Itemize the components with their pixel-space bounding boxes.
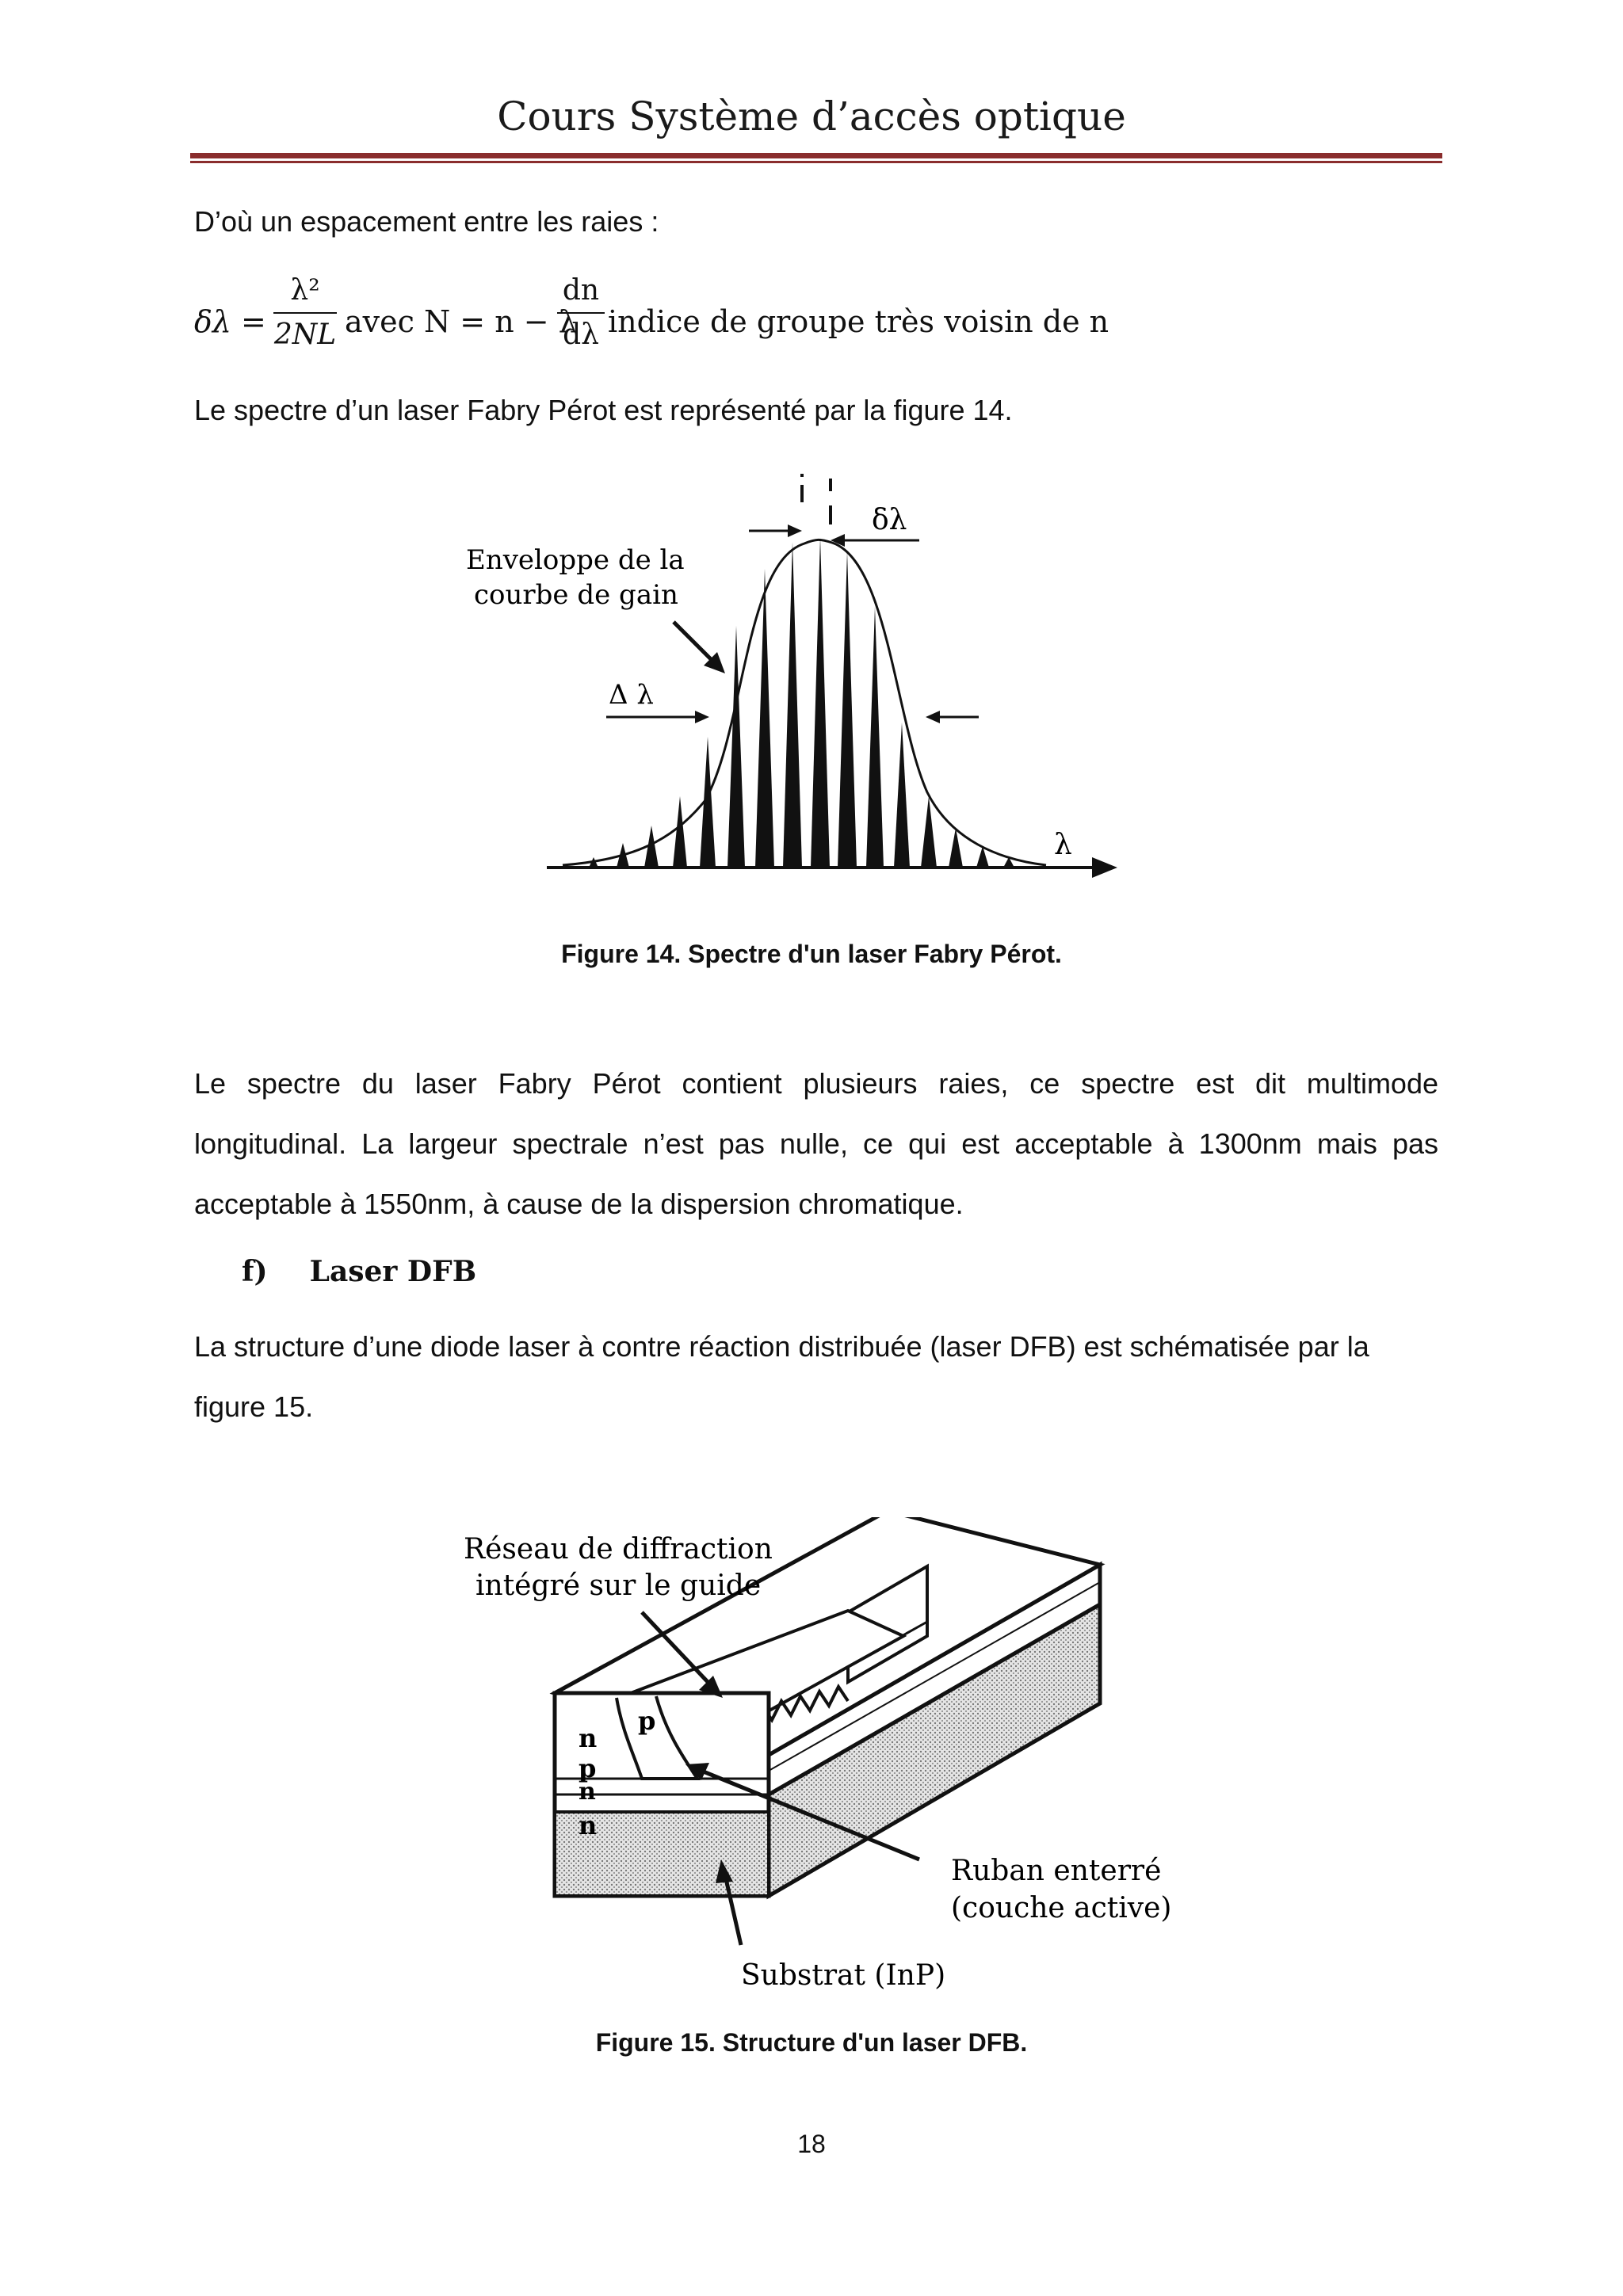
figure-15-dfb-structure xyxy=(444,1517,1189,2008)
mode-line xyxy=(727,626,745,868)
label-substrate: Substrat (InP) xyxy=(741,1959,946,1992)
equation-frac2-numerator: dn xyxy=(562,274,600,307)
section-number: f) xyxy=(242,1255,268,1288)
equation-frac2-denominator: dλ xyxy=(563,318,599,351)
paragraph-line: longitudinal. La largeur spectrale n’est pas nulle, ce qui est acceptable à 1300nm mais pas xyxy=(194,1127,1438,1160)
equation-frac1-bar xyxy=(273,312,337,314)
figure-14-caption: Figure 14. Spectre d'un laser Fabry Pérot. xyxy=(561,940,1062,968)
mode-line xyxy=(894,723,910,868)
equation-fraction-1 xyxy=(273,271,337,355)
arrow-envelope-shaft xyxy=(674,622,713,662)
label-small-delta-lambda: δλ xyxy=(872,504,907,536)
label-envelope-line1: Enveloppe de la xyxy=(466,544,685,576)
header-rule-thick xyxy=(190,153,1442,158)
mode-line xyxy=(673,796,687,868)
label-layer-p1: p xyxy=(579,1753,597,1783)
label-envelope-line2: courbe de gain xyxy=(474,579,678,611)
paragraph-line: acceptable à 1550nm, à cause de la dispersion chromatique. xyxy=(194,1188,964,1220)
label-delta-lambda: Δ λ xyxy=(609,679,654,711)
equation-lhs: δλ = xyxy=(194,304,266,339)
page-header-title: Cours Système d’accès optique xyxy=(497,93,1126,139)
equation-line-spacing xyxy=(194,271,1304,366)
label-layer-n2: n xyxy=(579,1778,596,1806)
label-grating-line2: intégré sur le guide xyxy=(475,1569,762,1602)
arrow-small-delta-left-head xyxy=(788,524,802,537)
figure-14-spectrum xyxy=(444,467,1141,895)
section-heading-laser-dfb xyxy=(242,1255,476,1288)
paragraph-dfb-structure xyxy=(194,1317,1438,1437)
mode-line xyxy=(811,537,830,868)
label-wavelength-axis: λ xyxy=(1054,829,1072,861)
equation-fraction-2 xyxy=(557,271,605,355)
paragraph-figure14-reference: Le spectre d’un laser Fabry Pérot est représenté par la figure 14. xyxy=(194,394,1013,426)
mode-line xyxy=(921,796,937,868)
axis-arrow-head xyxy=(1092,857,1117,878)
equation-frac2-bar xyxy=(557,312,605,314)
equation-middle: avec N = n − λ xyxy=(345,304,578,339)
mode-line xyxy=(700,737,716,868)
paragraph-line: La structure d’une diode laser à contre réaction distribuée (laser DFB) est schématisée par la xyxy=(194,1330,1369,1363)
arrow-fwhm-left-head xyxy=(695,711,709,723)
page-number: 18 xyxy=(797,2130,826,2158)
label-layer-n3: n xyxy=(579,1810,598,1840)
header-rule-thin xyxy=(190,161,1442,163)
equation-frac1-numerator: λ² xyxy=(290,274,320,307)
label-grating-line1: Réseau de diffraction xyxy=(464,1533,773,1566)
paragraph-fabry-perot-description xyxy=(194,1054,1438,1234)
arrow-fwhm-right-head xyxy=(926,711,940,723)
label-layer-p-top: p xyxy=(638,1706,656,1736)
mode-line xyxy=(783,542,802,868)
paragraph-line: figure 15. xyxy=(194,1390,314,1423)
paragraph-line: Le spectre du laser Fabry Pérot contient plusieurs raies, ce spectre est dit multimode xyxy=(194,1067,1438,1100)
label-ribbon-line1: Ruban enterré xyxy=(951,1855,1162,1887)
mode-line xyxy=(838,551,857,868)
equation-frac1-denominator: 2NL xyxy=(273,318,337,351)
figure-15-caption: Figure 15. Structure d'un laser DFB. xyxy=(595,2028,1028,2057)
label-layer-n1: n xyxy=(579,1723,598,1753)
paragraph-spacing-intro: D’où un espacement entre les raies : xyxy=(194,205,659,238)
label-ribbon-line2: (couche active) xyxy=(951,1892,1172,1924)
section-title: Laser DFB xyxy=(309,1255,477,1288)
equation-tail: indice de groupe très voisin de n xyxy=(608,304,1109,339)
mode-line xyxy=(866,607,884,868)
